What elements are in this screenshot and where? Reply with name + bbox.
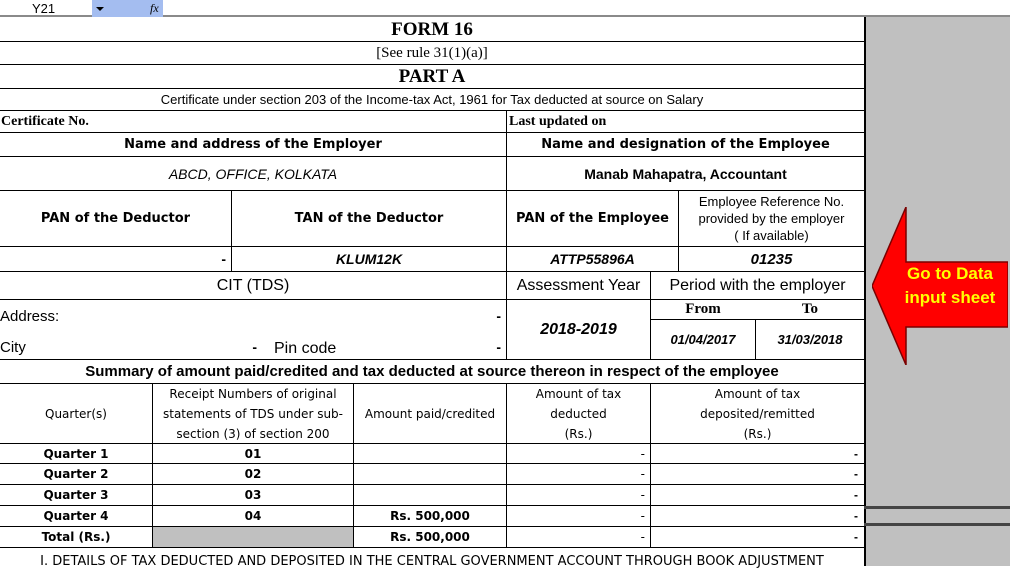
pan-deductor-label: PAN of the Deductor bbox=[40, 211, 191, 226]
tan-deductor-value[interactable]: KLUM12K bbox=[335, 251, 403, 267]
emp-ref-label-line3: ( If available) bbox=[734, 228, 809, 243]
nav-label-line1: Go to Data bbox=[907, 264, 993, 283]
employee-reference-label bbox=[679, 191, 864, 246]
formula-bar bbox=[0, 0, 1010, 17]
col-header-receipt bbox=[153, 384, 353, 443]
deposited-cell[interactable]: - bbox=[854, 509, 858, 523]
tax-deposited-header-line1: Amount of tax bbox=[714, 386, 801, 401]
employee-name-label: Name and designation of the Employee bbox=[541, 137, 830, 152]
quarter-cell[interactable]: Quarter 4 bbox=[43, 509, 109, 523]
cit-tds-label: CIT (TDS) bbox=[216, 276, 290, 294]
col-header-quarter: Quarter(s) bbox=[45, 406, 107, 421]
total-deposited[interactable]: - bbox=[854, 530, 858, 544]
employer-name-label: Name and address of the Employer bbox=[124, 137, 382, 152]
col-header-tax-deducted bbox=[507, 384, 650, 443]
receipt-cell[interactable]: 02 bbox=[244, 467, 262, 481]
emp-ref-label-line2: provided by the employer bbox=[698, 211, 845, 226]
deposited-cell[interactable]: - bbox=[854, 467, 858, 481]
amount-cell[interactable] bbox=[354, 485, 506, 505]
selected-cell-outline[interactable] bbox=[864, 506, 1010, 526]
tax-deducted-header-line3: (Rs.) bbox=[564, 426, 593, 441]
address-label: Address: bbox=[0, 307, 60, 325]
tax-deposited-header-line3: (Rs.) bbox=[743, 426, 772, 441]
city-value[interactable]: - bbox=[252, 339, 257, 355]
receipt-cell[interactable]: 01 bbox=[244, 446, 262, 461]
tax-deposited-header-line2: deposited/remitted bbox=[700, 406, 815, 421]
period-from-label: From bbox=[685, 301, 721, 317]
total-amount[interactable]: Rs. 500,000 bbox=[390, 530, 470, 544]
deducted-cell[interactable]: - bbox=[640, 509, 645, 523]
rule-reference: [See rule 31(1)(a)] bbox=[376, 44, 488, 61]
total-label: Total (Rs.) bbox=[41, 530, 111, 544]
amount-cell[interactable]: Rs. 500,000 bbox=[390, 509, 470, 523]
period-to-value[interactable]: 31/03/2018 bbox=[777, 332, 843, 347]
part-title: PART A bbox=[398, 65, 466, 87]
quarter-cell[interactable]: Quarter 1 bbox=[43, 446, 109, 461]
receipt-header-line2: statements of TDS under sub- bbox=[163, 406, 343, 421]
col-header-amount-paid: Amount paid/credited bbox=[364, 406, 496, 421]
certificate-caption: Certificate under section 203 of the Income-tax Act, 1961 for Tax deducted at source on Salary bbox=[160, 92, 704, 107]
go-to-data-input-label bbox=[892, 262, 1008, 310]
chevron-down-icon[interactable] bbox=[96, 7, 104, 11]
summary-title: Summary of amount paid/credited and tax deducted at source thereon in respect of the employee bbox=[85, 363, 779, 380]
name-box[interactable]: Y21 bbox=[32, 1, 56, 16]
address-value[interactable]: - bbox=[496, 308, 501, 324]
quarter-cell[interactable]: Quarter 2 bbox=[43, 467, 109, 481]
assessment-year-label: Assessment Year bbox=[516, 276, 641, 294]
amount-cell[interactable] bbox=[354, 464, 506, 484]
section-i-title: I. DETAILS OF TAX DEDUCTED AND DEPOSITED IN THE CENTRAL GOVERNMENT ACCOUNT THROUGH BOOK ADJUSTMENT bbox=[40, 553, 824, 569]
deducted-cell[interactable]: - bbox=[640, 467, 645, 481]
pin-code-value[interactable]: - bbox=[496, 339, 501, 355]
receipt-cell[interactable]: 03 bbox=[244, 488, 262, 502]
certificate-no-label: Certificate No. bbox=[1, 113, 89, 129]
total-receipt-blank bbox=[153, 527, 353, 547]
name-box-dropdown[interactable] bbox=[92, 0, 163, 17]
nav-label-line2: input sheet bbox=[904, 288, 996, 307]
deducted-cell[interactable]: - bbox=[640, 446, 645, 461]
assessment-year-value[interactable]: 2018-2019 bbox=[540, 320, 617, 338]
pan-employee-value[interactable]: ATTP55896A bbox=[550, 251, 635, 267]
total-deducted[interactable]: - bbox=[640, 530, 645, 544]
receipt-header-line1: Receipt Numbers of original bbox=[169, 386, 337, 401]
form-title: FORM 16 bbox=[391, 19, 473, 40]
period-to-label: To bbox=[801, 301, 819, 317]
deposited-cell[interactable]: - bbox=[854, 488, 858, 502]
quarter-cell[interactable]: Quarter 3 bbox=[43, 488, 109, 502]
tax-deducted-header-line1: Amount of tax bbox=[535, 386, 622, 401]
deducted-cell[interactable]: - bbox=[640, 488, 645, 502]
period-label: Period with the employer bbox=[669, 276, 846, 294]
receipt-header-line3: section (3) of section 200 bbox=[176, 426, 330, 441]
tan-deductor-label: TAN of the Deductor bbox=[294, 211, 444, 226]
form16-sheet bbox=[0, 17, 864, 569]
last-updated-label: Last updated on bbox=[509, 113, 607, 129]
emp-ref-label-line1: Employee Reference No. bbox=[698, 194, 845, 209]
employer-value[interactable]: ABCD, OFFICE, KOLKATA bbox=[168, 165, 338, 182]
fx-icon[interactable]: fx bbox=[150, 1, 159, 15]
employee-reference-value[interactable]: 01235 bbox=[750, 250, 793, 268]
employee-value[interactable]: Manab Mahapatra, Accountant bbox=[584, 165, 787, 182]
tax-deducted-header-line2: deducted bbox=[550, 406, 607, 421]
pin-code-label: Pin code bbox=[274, 340, 337, 357]
deposited-cell[interactable]: - bbox=[854, 446, 858, 461]
city-label: City bbox=[0, 338, 26, 356]
receipt-cell[interactable]: 04 bbox=[244, 509, 262, 523]
go-to-data-input-button[interactable] bbox=[872, 207, 1008, 365]
pan-employee-label: PAN of the Employee bbox=[516, 211, 669, 226]
period-from-value[interactable]: 01/04/2017 bbox=[670, 332, 736, 347]
amount-cell[interactable] bbox=[354, 444, 506, 463]
pan-deductor-value[interactable]: - bbox=[221, 251, 226, 267]
col-header-tax-deposited bbox=[651, 384, 864, 443]
